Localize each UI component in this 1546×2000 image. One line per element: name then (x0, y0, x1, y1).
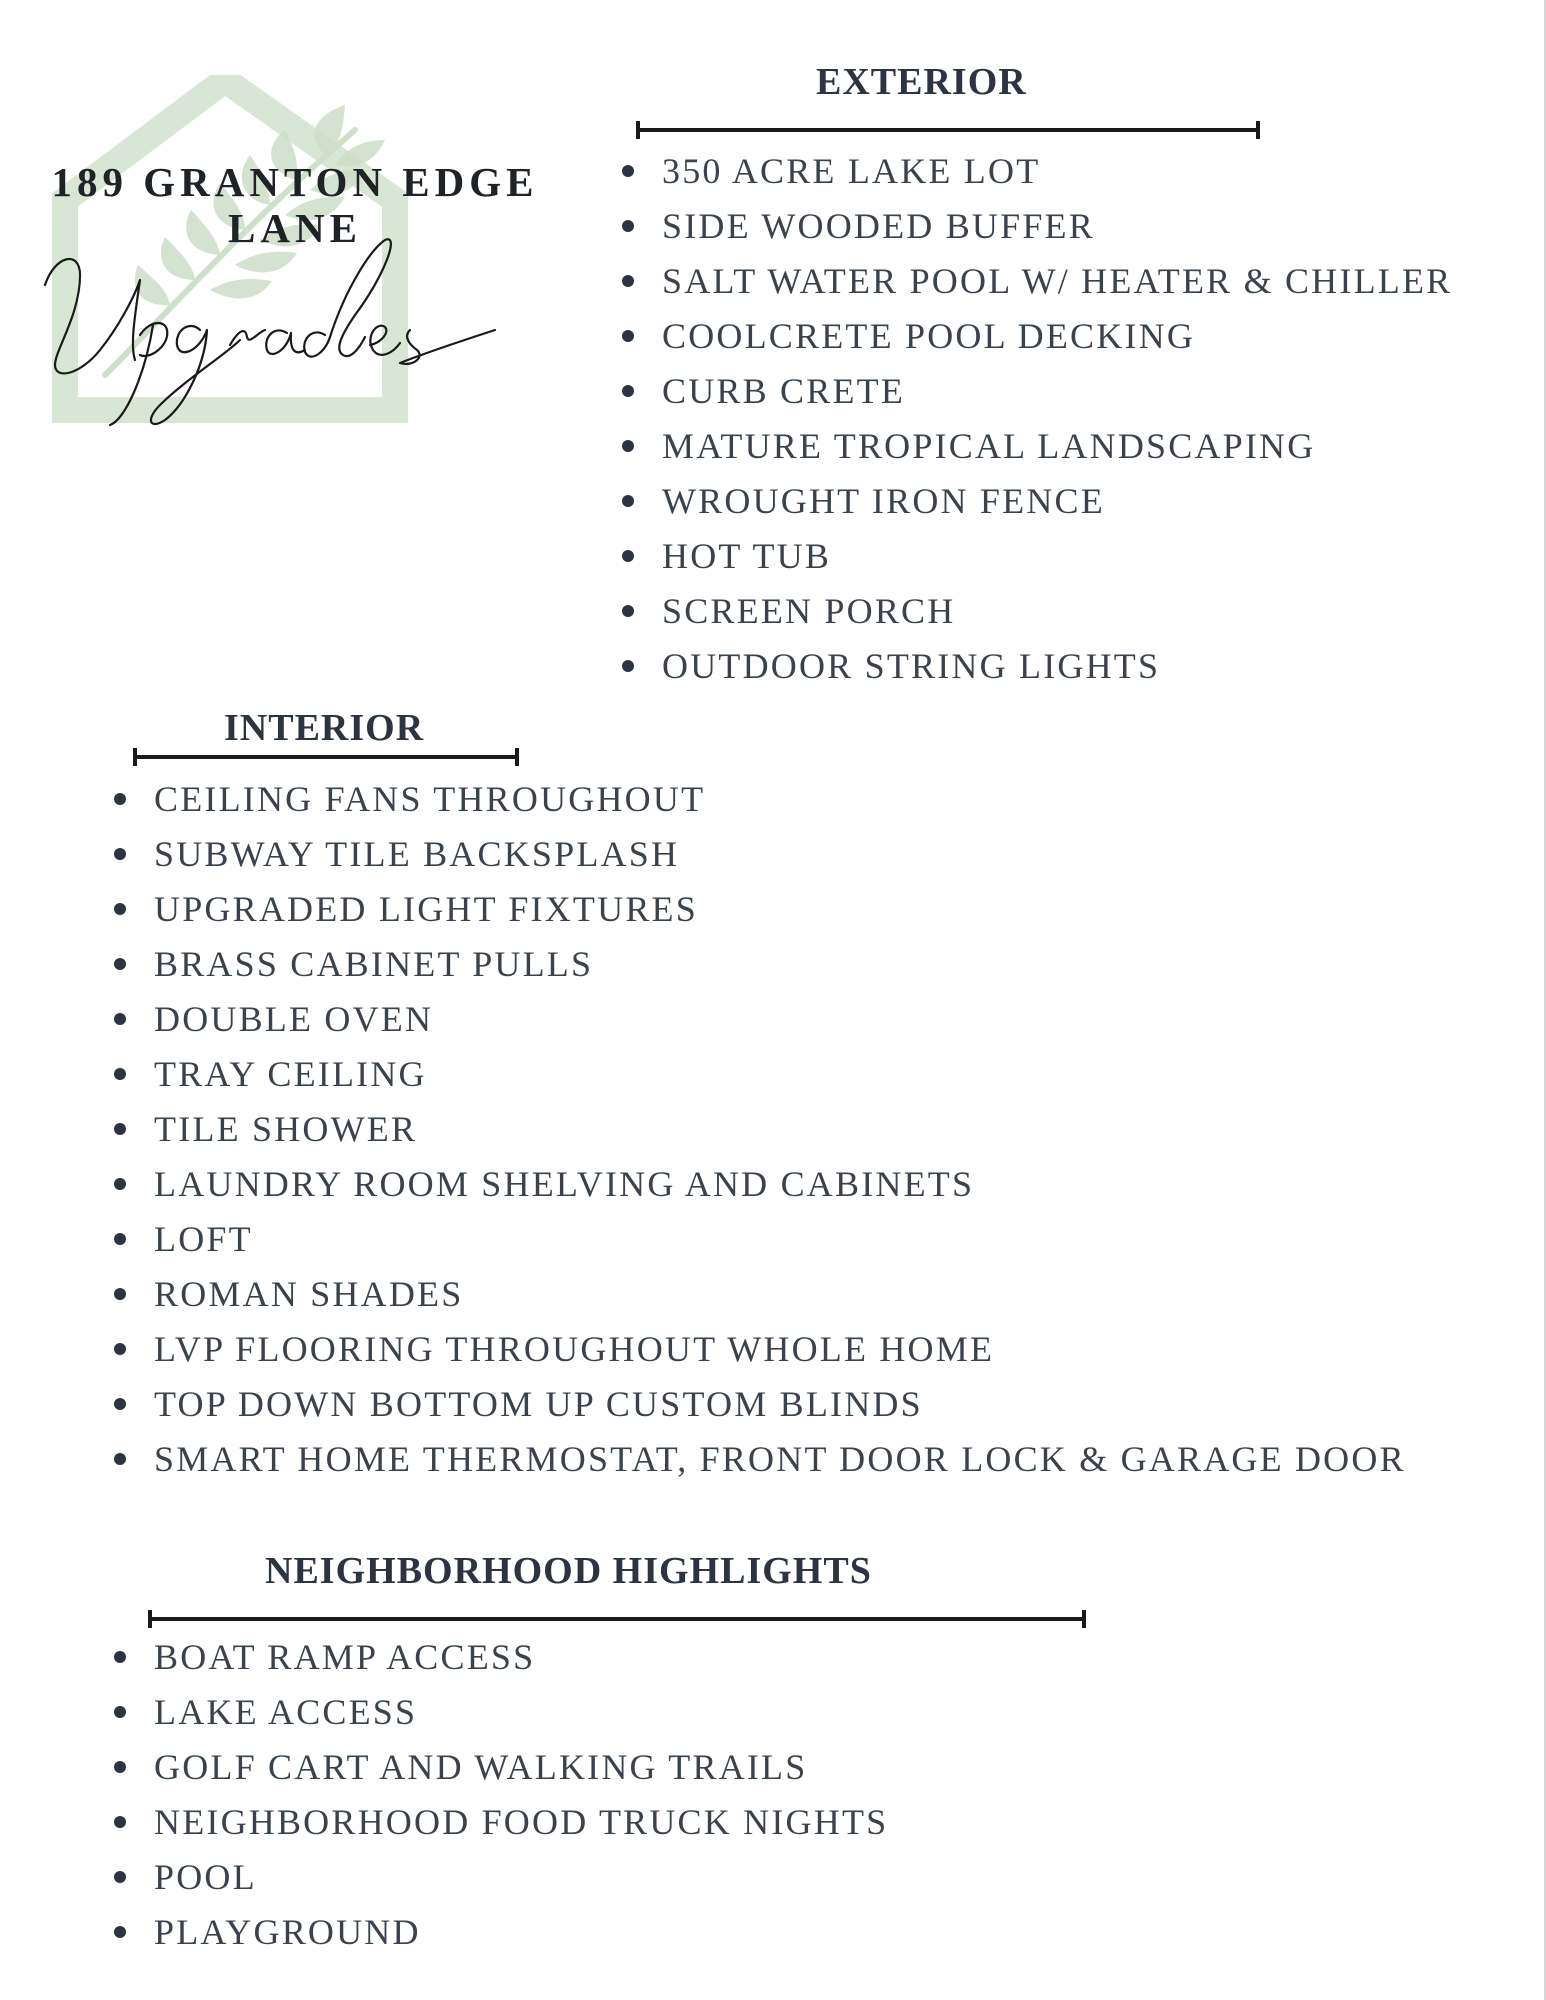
list-item-text: HOT TUB (662, 536, 832, 576)
list-item (114, 1102, 1406, 1157)
list-item (114, 1212, 1406, 1267)
interior-heading: INTERIOR (224, 707, 425, 749)
list-item (114, 937, 1406, 992)
list-item-text: BOAT RAMP ACCESS (154, 1637, 536, 1677)
bullet-icon (114, 793, 126, 805)
list-item (114, 1267, 1406, 1322)
bullet-icon (114, 1178, 126, 1190)
exterior-heading: EXTERIOR (816, 61, 1027, 103)
list-item-text: 350 ACRE LAKE LOT (662, 151, 1041, 191)
bullet-icon (114, 1233, 126, 1245)
list-item-text: UPGRADED LIGHT FIXTURES (154, 889, 698, 929)
bullet-icon (622, 440, 634, 452)
list-item (114, 1850, 888, 1905)
list-item-text: GOLF CART AND WALKING TRAILS (154, 1747, 808, 1787)
list-item (114, 882, 1406, 937)
bullet-icon (114, 1343, 126, 1355)
list-item (114, 827, 1406, 882)
bullet-icon (114, 1651, 126, 1663)
bullet-icon (114, 1871, 126, 1883)
bullet-icon (622, 330, 634, 342)
list-item (622, 144, 1452, 199)
list-item (114, 772, 1406, 827)
bullet-icon (622, 495, 634, 507)
list-item (114, 1795, 888, 1850)
bullet-icon (622, 660, 634, 672)
list-item-text: SMART HOME THERMOSTAT, FRONT DOOR LOCK & GARAGE DOOR (154, 1439, 1406, 1479)
list-item-text: SIDE WOODED BUFFER (662, 206, 1095, 246)
list-item-text: PLAYGROUND (154, 1912, 421, 1952)
list-item-text: COOLCRETE POOL DECKING (662, 316, 1196, 356)
list-item (622, 254, 1452, 309)
list-item (114, 1905, 888, 1960)
list-item (622, 474, 1452, 529)
bullet-icon (114, 1761, 126, 1773)
bullet-icon (622, 165, 634, 177)
list-item-text: LVP FLOORING THROUGHOUT WHOLE HOME (154, 1329, 995, 1369)
list-item-text: ROMAN SHADES (154, 1274, 464, 1314)
list-item-text: POOL (154, 1857, 257, 1897)
list-item-text: LAKE ACCESS (154, 1692, 418, 1732)
bullet-icon (622, 220, 634, 232)
list-item (622, 639, 1452, 694)
interior-divider (133, 755, 519, 759)
list-item (622, 419, 1452, 474)
list-item-text: WROUGHT IRON FENCE (662, 481, 1105, 521)
bullet-icon (114, 1926, 126, 1938)
interior-list (114, 772, 1406, 1487)
upgrades-script-word (25, 75, 565, 435)
bullet-icon (114, 1706, 126, 1718)
bullet-icon (114, 1123, 126, 1135)
list-item-text: SALT WATER POOL W/ HEATER & CHILLER (662, 261, 1453, 301)
bullet-icon (114, 1068, 126, 1080)
list-item (114, 1432, 1406, 1487)
exterior-list (622, 144, 1452, 694)
neighborhood-divider (148, 1617, 1086, 1621)
list-item-text: LAUNDRY ROOM SHELVING AND CABINETS (154, 1164, 975, 1204)
bullet-icon (622, 385, 634, 397)
list-item (622, 364, 1452, 419)
list-item-text: SUBWAY TILE BACKSPLASH (154, 834, 680, 874)
bullet-icon (114, 1398, 126, 1410)
list-item-text: CEILING FANS THROUGHOUT (154, 779, 706, 819)
list-item (114, 1740, 888, 1795)
list-item (114, 1630, 888, 1685)
list-item (622, 584, 1452, 639)
neighborhood-list (114, 1630, 888, 1960)
list-item-text: LOFT (154, 1219, 253, 1259)
bullet-icon (114, 958, 126, 970)
list-item-text: BRASS CABINET PULLS (154, 944, 594, 984)
list-item-text: TILE SHOWER (154, 1109, 418, 1149)
list-item-text: NEIGHBORHOOD FOOD TRUCK NIGHTS (154, 1802, 889, 1842)
list-item (622, 529, 1452, 584)
bullet-icon (114, 1288, 126, 1300)
bullet-icon (622, 275, 634, 287)
list-item (114, 1322, 1406, 1377)
bullet-icon (114, 1013, 126, 1025)
list-item-text: TRAY CEILING (154, 1054, 427, 1094)
list-item (114, 1685, 888, 1740)
list-item-text: SCREEN PORCH (662, 591, 956, 631)
bullet-icon (622, 605, 634, 617)
list-item-text: TOP DOWN BOTTOM UP CUSTOM BLINDS (154, 1384, 923, 1424)
logo (25, 75, 565, 435)
list-item-text: OUTDOOR STRING LIGHTS (662, 646, 1161, 686)
list-item (114, 1047, 1406, 1102)
list-item (622, 199, 1452, 254)
bullet-icon (114, 1453, 126, 1465)
bullet-icon (114, 903, 126, 915)
list-item (114, 1157, 1406, 1212)
property-address: 189 GRANTON EDGE LANE (51, 159, 539, 251)
list-item (114, 992, 1406, 1047)
exterior-divider (636, 128, 1260, 132)
list-item (114, 1377, 1406, 1432)
bullet-icon (622, 550, 634, 562)
neighborhood-heading: NEIGHBORHOOD HIGHLIGHTS (265, 1550, 872, 1592)
bullet-icon (114, 1816, 126, 1828)
list-item-text: DOUBLE OVEN (154, 999, 434, 1039)
list-item-text: CURB CRETE (662, 371, 906, 411)
bullet-icon (114, 848, 126, 860)
list-item (622, 309, 1452, 364)
list-item-text: MATURE TROPICAL LANDSCAPING (662, 426, 1316, 466)
